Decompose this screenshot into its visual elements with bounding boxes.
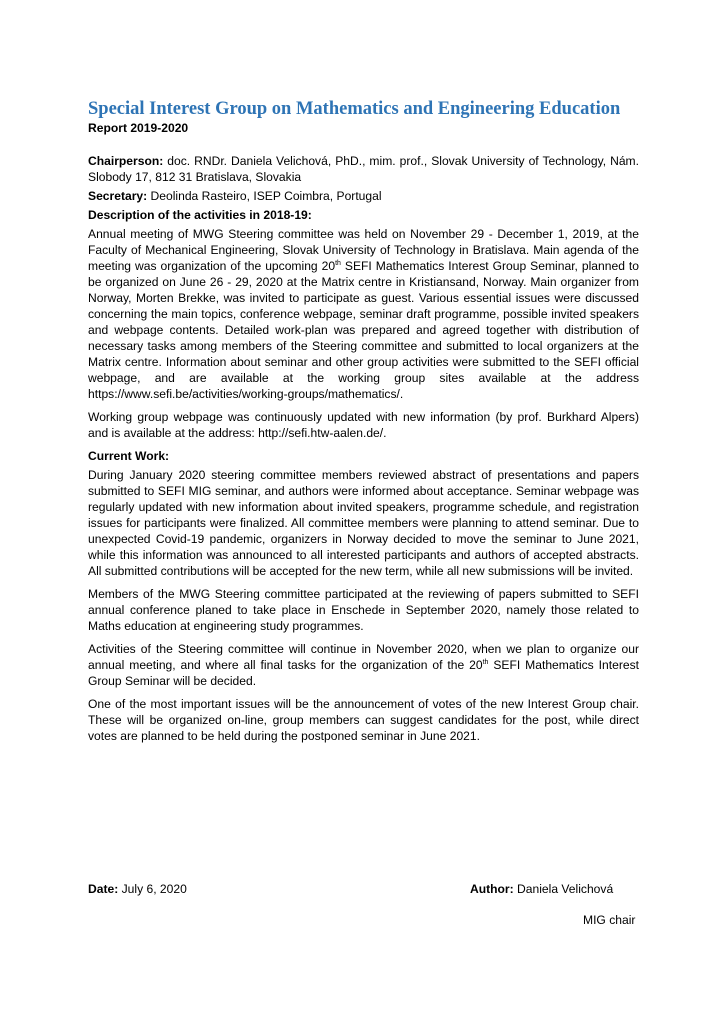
secretary-line [88,188,639,204]
current-work-paragraph-2: Members of the MWG Steering committee participated at the reviewing of papers submitted to SEFI annual conference planed to take place in Enschede in September 2020, namely those related to Maths education at engineering study programmes. [88,587,639,633]
date-line [88,881,187,897]
document-title: Special Interest Group on Mathematics and Engineering Education [88,99,621,119]
date-value: July 6, 2020 [118,882,187,896]
current-p3-part-b: SEFI Mathematics Interest Group Seminar will be decided. [88,658,639,688]
author-label: Author: [470,882,514,896]
activities-heading: Description of the activities in 2018-19: [88,208,312,222]
current-work-paragraph-1: During January 2020 steering committee members reviewed abstract of presentations and papers submitted to SEFI MIG seminar, and authors were informed about acceptance. Seminar webpage was regularly updated with new information about invited speakers, programme schedule, and registration issues for participants were finalized. All committee members were planning to attend seminar. Due to unexpected Covid-19 pandemic, organizers in Norway decided to move the seminar to June 2021, while this information was announced to all interested participants and authors of accepted abstracts. All submitted contributions will be accepted for the new term, while all new submissions will be invited. [88,468,639,578]
report-period: Report 2019-2020 [88,121,189,135]
current-work-paragraph-4: One of the most important issues will be the announcement of votes of the new Interest Group chair. These will be organized on-line, group members can suggest candidates for the post, while direct votes are planned to be held during the postponed seminar in June 2021. [88,697,639,743]
author-role: MIG chair [583,913,636,927]
activities-p1-part-b: SEFI Mathematics Interest Group Seminar, planned to be organized on June 26 - 29, 2020 at the Matrix centre in Kristiansand, Norway. Main organizer from Norway, Morten Brekke, was invited to participate as guest. Various essential issues were discussed concerning the main topics, conference webpage, seminar draft programme, possible invited speakers and webpage contents. Detailed work-plan was prepared and agreed together with distribution of necessary tasks among members of the Steering committee and submitted to local organizers at the Matrix centre. Information about seminar and other group activities were submitted to the SEFI official webpage, and are available at the working group sites available at the address https://www.sefi.be/activities/working-groups/mathematics/. [88,259,639,401]
author-line [470,881,613,897]
activities-p1-superscript: th [335,260,341,267]
current-work-paragraph-3 [88,641,639,689]
chairperson-label: Chairperson: [88,154,164,168]
activities-paragraph-1 [88,226,639,402]
chairperson-line [88,153,639,185]
activities-p1-part-a: Annual meeting of MWG Steering committee was held on November 29 - December 1, 2019, at the Faculty of Mechanical Engineering, Slovak University of Technology in Bratislava. Main agenda of the meeting was organization of the upcoming 20 [88,227,639,273]
author-name: Daniela Velichová [513,882,614,896]
secretary-text: Deolinda Rasteiro, ISEP Coimbra, Portugal [147,189,382,203]
chairperson-text: doc. RNDr. Daniela Velichová, PhD., mim. prof., Slovak University of Technology, Nám. Slobody 17, 812 31 Bratislava, Slovakia [88,154,639,184]
secretary-label: Secretary: [88,189,148,203]
current-work-heading: Current Work: [88,449,170,463]
date-label: Date: [88,882,119,896]
current-p3-superscript: th [482,659,489,666]
current-p3-part-a: Activities of the Steering committee will continue in November 2020, when we plan to organize our annual meeting, and where all final tasks for the organization of the 20 [88,642,639,672]
document-body [88,98,639,751]
activities-paragraph-2: Working group webpage was continuously updated with new information (by prof. Burkhard Alpers) and is available at the address: http://sefi.htw-aalen.de/. [88,410,639,440]
